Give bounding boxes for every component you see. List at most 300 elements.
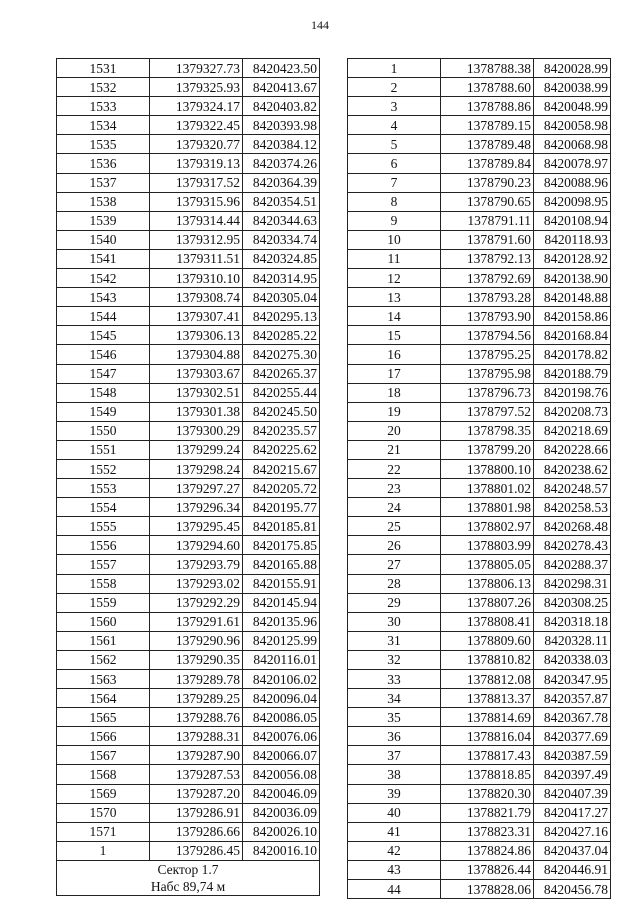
coord-x: 1378796.73 (441, 383, 534, 402)
coord-x: 1379320.77 (150, 135, 243, 154)
table-row (348, 746, 611, 765)
coord-y: 8420168.84 (534, 326, 611, 345)
coord-y: 8420364.39 (243, 173, 320, 192)
point-number: 1542 (57, 269, 150, 288)
coord-y: 8420377.69 (534, 727, 611, 746)
sector-footer-row (57, 860, 320, 895)
point-number: 1555 (57, 517, 150, 536)
point-number: 1534 (57, 116, 150, 135)
point-number: 1546 (57, 345, 150, 364)
table-row (348, 612, 611, 631)
coord-y: 8420108.94 (534, 211, 611, 230)
coord-x: 1379324.17 (150, 97, 243, 116)
table-row (348, 517, 611, 536)
point-number: 25 (348, 517, 441, 536)
coord-x: 1379312.95 (150, 230, 243, 249)
coord-y: 8420248.57 (534, 479, 611, 498)
coord-y: 8420165.88 (243, 555, 320, 574)
coord-y: 8420407.39 (534, 784, 611, 803)
table-row (57, 269, 320, 288)
coord-x: 1379308.74 (150, 288, 243, 307)
coord-y: 8420056.08 (243, 765, 320, 784)
coord-x: 1379287.20 (150, 784, 243, 803)
table-row (57, 97, 320, 116)
coord-x: 1379288.31 (150, 727, 243, 746)
coord-y: 8420318.18 (534, 612, 611, 631)
coord-x: 1378821.79 (441, 803, 534, 822)
coord-y: 8420228.66 (534, 440, 611, 459)
coord-y: 8420295.13 (243, 307, 320, 326)
table-row (57, 536, 320, 555)
coord-y: 8420028.99 (534, 59, 611, 78)
point-number: 1549 (57, 402, 150, 421)
point-number: 23 (348, 479, 441, 498)
coord-x: 1379293.02 (150, 574, 243, 593)
table-row (57, 440, 320, 459)
table-row (57, 803, 320, 822)
coord-x: 1379317.52 (150, 173, 243, 192)
coord-y: 8420314.95 (243, 269, 320, 288)
table-row (57, 211, 320, 230)
point-number: 1 (348, 59, 441, 78)
coord-x: 1378791.11 (441, 211, 534, 230)
coord-y: 8420068.98 (534, 135, 611, 154)
coord-x: 1378805.05 (441, 555, 534, 574)
point-number: 40 (348, 803, 441, 822)
coord-x: 1379327.73 (150, 59, 243, 78)
coord-y: 8420235.57 (243, 421, 320, 440)
point-number: 1 (57, 841, 150, 860)
point-number: 1557 (57, 555, 150, 574)
coord-y: 8420158.86 (534, 307, 611, 326)
coord-x: 1379319.13 (150, 154, 243, 173)
coord-y: 8420397.49 (534, 765, 611, 784)
point-number: 39 (348, 784, 441, 803)
point-number: 35 (348, 708, 441, 727)
point-number: 1553 (57, 479, 150, 498)
coord-y: 8420215.67 (243, 459, 320, 478)
point-number: 32 (348, 650, 441, 669)
coord-y: 8420347.95 (534, 670, 611, 689)
coord-x: 1379288.76 (150, 708, 243, 727)
point-number: 13 (348, 288, 441, 307)
table-row (57, 555, 320, 574)
point-number: 37 (348, 746, 441, 765)
coord-x: 1378810.82 (441, 650, 534, 669)
table-row (57, 173, 320, 192)
coord-x: 1378803.99 (441, 536, 534, 555)
table-row (348, 364, 611, 383)
coord-y: 8420026.10 (243, 822, 320, 841)
table-row (57, 708, 320, 727)
point-number: 43 (348, 860, 441, 879)
coord-y: 8420328.11 (534, 631, 611, 650)
coord-x: 1379303.67 (150, 364, 243, 383)
coord-y: 8420128.92 (534, 249, 611, 268)
coord-x: 1379298.24 (150, 459, 243, 478)
coord-y: 8420387.59 (534, 746, 611, 765)
point-number: 28 (348, 574, 441, 593)
coord-x: 1379295.45 (150, 517, 243, 536)
table-row (57, 727, 320, 746)
coord-y: 8420036.09 (243, 803, 320, 822)
coord-x: 1378820.30 (441, 784, 534, 803)
coord-y: 8420208.73 (534, 402, 611, 421)
table-row (348, 116, 611, 135)
table-row (57, 784, 320, 803)
coord-x: 1378823.31 (441, 822, 534, 841)
coord-x: 1379322.45 (150, 116, 243, 135)
coord-y: 8420078.97 (534, 154, 611, 173)
point-number: 30 (348, 612, 441, 631)
coord-x: 1379304.88 (150, 345, 243, 364)
table-row (57, 822, 320, 841)
coord-y: 8420058.98 (534, 116, 611, 135)
coord-x: 1379299.24 (150, 440, 243, 459)
point-number: 42 (348, 841, 441, 860)
coord-y: 8420423.50 (243, 59, 320, 78)
point-number: 1540 (57, 230, 150, 249)
sector-footer (57, 860, 320, 895)
coord-y: 8420086.05 (243, 708, 320, 727)
coord-y: 8420413.67 (243, 78, 320, 97)
point-number: 38 (348, 765, 441, 784)
point-number: 1548 (57, 383, 150, 402)
coord-y: 8420403.82 (243, 97, 320, 116)
table-row (57, 593, 320, 612)
coord-x: 1378799.20 (441, 440, 534, 459)
coord-x: 1379307.41 (150, 307, 243, 326)
coord-y: 8420298.31 (534, 574, 611, 593)
coord-y: 8420367.78 (534, 708, 611, 727)
table-row (57, 288, 320, 307)
point-number: 1538 (57, 192, 150, 211)
point-number: 44 (348, 880, 441, 899)
coord-y: 8420118.93 (534, 230, 611, 249)
coord-y: 8420225.62 (243, 440, 320, 459)
table-row (57, 116, 320, 135)
coord-y: 8420446.91 (534, 860, 611, 879)
table-row (348, 593, 611, 612)
point-number: 1551 (57, 440, 150, 459)
table-row (348, 708, 611, 727)
coord-x: 1378828.06 (441, 880, 534, 899)
point-number: 14 (348, 307, 441, 326)
point-number: 36 (348, 727, 441, 746)
table-row (348, 555, 611, 574)
coord-x: 1378812.08 (441, 670, 534, 689)
coord-y: 8420205.72 (243, 479, 320, 498)
coord-y: 8420384.12 (243, 135, 320, 154)
coord-y: 8420334.74 (243, 230, 320, 249)
coord-x: 1379286.45 (150, 841, 243, 860)
table-row (348, 784, 611, 803)
coord-x: 1378806.13 (441, 574, 534, 593)
coord-x: 1378794.56 (441, 326, 534, 345)
table-row (57, 383, 320, 402)
table-row (348, 650, 611, 669)
point-number: 10 (348, 230, 441, 249)
coord-x: 1378789.48 (441, 135, 534, 154)
table-row (348, 154, 611, 173)
right-coordinates-table (347, 58, 611, 899)
coord-x: 1379301.38 (150, 402, 243, 421)
point-number: 1559 (57, 593, 150, 612)
point-number: 1571 (57, 822, 150, 841)
coord-y: 8420437.04 (534, 841, 611, 860)
point-number: 6 (348, 154, 441, 173)
point-number: 34 (348, 689, 441, 708)
coord-x: 1379310.10 (150, 269, 243, 288)
coord-x: 1379297.27 (150, 479, 243, 498)
coord-x: 1379287.90 (150, 746, 243, 765)
table-row (57, 307, 320, 326)
coord-y: 8420048.99 (534, 97, 611, 116)
table-row (57, 746, 320, 765)
table-row (348, 230, 611, 249)
point-number: 17 (348, 364, 441, 383)
point-number: 1543 (57, 288, 150, 307)
point-number: 41 (348, 822, 441, 841)
point-number: 1560 (57, 612, 150, 631)
coord-x: 1378798.35 (441, 421, 534, 440)
point-number: 1552 (57, 459, 150, 478)
point-number: 1561 (57, 631, 150, 650)
point-number: 1568 (57, 765, 150, 784)
coord-y: 8420116.01 (243, 650, 320, 669)
table-row (57, 612, 320, 631)
table-row (348, 249, 611, 268)
coord-y: 8420344.63 (243, 211, 320, 230)
coord-x: 1379290.96 (150, 631, 243, 650)
point-number: 19 (348, 402, 441, 421)
table-row (348, 574, 611, 593)
point-number: 27 (348, 555, 441, 574)
coord-y: 8420066.07 (243, 746, 320, 765)
point-number: 1569 (57, 784, 150, 803)
coord-x: 1378801.02 (441, 479, 534, 498)
coord-y: 8420238.62 (534, 459, 611, 478)
coord-y: 8420308.25 (534, 593, 611, 612)
sector-length: Набс 89,74 м (150, 878, 226, 894)
point-number: 24 (348, 498, 441, 517)
point-number: 22 (348, 459, 441, 478)
coord-x: 1378797.52 (441, 402, 534, 421)
coord-y: 8420354.51 (243, 192, 320, 211)
coord-y: 8420145.94 (243, 593, 320, 612)
coord-y: 8420265.37 (243, 364, 320, 383)
coord-y: 8420427.16 (534, 822, 611, 841)
table-row (348, 269, 611, 288)
table-row (348, 383, 611, 402)
page-number: 144 (311, 18, 329, 32)
table-row (348, 211, 611, 230)
coord-x: 1379292.29 (150, 593, 243, 612)
table-row (348, 345, 611, 364)
table-row (57, 841, 320, 860)
coord-x: 1378826.44 (441, 860, 534, 879)
coord-x: 1379289.25 (150, 689, 243, 708)
point-number: 1536 (57, 154, 150, 173)
coord-x: 1378808.41 (441, 612, 534, 631)
coord-x: 1378807.26 (441, 593, 534, 612)
table-row (57, 421, 320, 440)
table-row (57, 154, 320, 173)
coord-x: 1378801.98 (441, 498, 534, 517)
coord-x: 1379325.93 (150, 78, 243, 97)
point-number: 1562 (57, 650, 150, 669)
table-row (348, 307, 611, 326)
table-row (57, 364, 320, 383)
coord-y: 8420255.44 (243, 383, 320, 402)
coord-y: 8420076.06 (243, 727, 320, 746)
table-row (348, 822, 611, 841)
table-row (348, 841, 611, 860)
coord-x: 1379291.61 (150, 612, 243, 631)
coord-x: 1379315.96 (150, 192, 243, 211)
coord-y: 8420038.99 (534, 78, 611, 97)
point-number: 1535 (57, 135, 150, 154)
coord-y: 8420175.85 (243, 536, 320, 555)
coord-x: 1378824.86 (441, 841, 534, 860)
table-row (57, 402, 320, 421)
coord-y: 8420188.79 (534, 364, 611, 383)
coord-x: 1378802.97 (441, 517, 534, 536)
point-number: 1541 (57, 249, 150, 268)
coord-y: 8420285.22 (243, 326, 320, 345)
sector-label: Сектор 1.7 (157, 861, 219, 877)
table-row (57, 459, 320, 478)
coord-y: 8420324.85 (243, 249, 320, 268)
coord-y: 8420305.04 (243, 288, 320, 307)
table-row (57, 631, 320, 650)
table-row (348, 326, 611, 345)
table-row (348, 459, 611, 478)
point-number: 18 (348, 383, 441, 402)
coord-y: 8420456.78 (534, 880, 611, 899)
point-number: 1544 (57, 307, 150, 326)
coord-y: 8420357.87 (534, 689, 611, 708)
table-row (348, 689, 611, 708)
table-row (348, 765, 611, 784)
point-number: 9 (348, 211, 441, 230)
point-number: 1558 (57, 574, 150, 593)
coord-x: 1378793.90 (441, 307, 534, 326)
coord-y: 8420338.03 (534, 650, 611, 669)
point-number: 5 (348, 135, 441, 154)
table-row (348, 402, 611, 421)
point-number: 1531 (57, 59, 150, 78)
point-number: 29 (348, 593, 441, 612)
table-row (348, 288, 611, 307)
point-number: 1556 (57, 536, 150, 555)
coord-x: 1378793.28 (441, 288, 534, 307)
coord-x: 1378790.65 (441, 192, 534, 211)
coord-y: 8420195.77 (243, 498, 320, 517)
table-row (348, 135, 611, 154)
point-number: 33 (348, 670, 441, 689)
coord-x: 1378788.86 (441, 97, 534, 116)
table-row (348, 670, 611, 689)
coord-y: 8420088.96 (534, 173, 611, 192)
table-row (348, 803, 611, 822)
point-number: 26 (348, 536, 441, 555)
table-row (348, 860, 611, 879)
coord-x: 1379302.51 (150, 383, 243, 402)
table-row (57, 479, 320, 498)
coord-y: 8420125.99 (243, 631, 320, 650)
coord-y: 8420135.96 (243, 612, 320, 631)
table-row (348, 421, 611, 440)
table-row (57, 249, 320, 268)
point-number: 1566 (57, 727, 150, 746)
table-row (57, 78, 320, 97)
coord-x: 1379306.13 (150, 326, 243, 345)
point-number: 1550 (57, 421, 150, 440)
table-row (57, 650, 320, 669)
point-number: 1554 (57, 498, 150, 517)
point-number: 1547 (57, 364, 150, 383)
coord-y: 8420178.82 (534, 345, 611, 364)
coord-y: 8420417.27 (534, 803, 611, 822)
coord-y: 8420245.50 (243, 402, 320, 421)
table-row (348, 880, 611, 899)
coord-x: 1379314.44 (150, 211, 243, 230)
point-number: 20 (348, 421, 441, 440)
point-number: 7 (348, 173, 441, 192)
coord-y: 8420106.02 (243, 670, 320, 689)
coord-x: 1379287.53 (150, 765, 243, 784)
point-number: 1570 (57, 803, 150, 822)
table-row (57, 345, 320, 364)
point-number: 1564 (57, 689, 150, 708)
coord-y: 8420198.76 (534, 383, 611, 402)
table-row (57, 498, 320, 517)
point-number: 1563 (57, 670, 150, 689)
point-number: 1533 (57, 97, 150, 116)
point-number: 1539 (57, 211, 150, 230)
coord-x: 1378795.25 (441, 345, 534, 364)
point-number: 1567 (57, 746, 150, 765)
coord-x: 1378816.04 (441, 727, 534, 746)
table-row (57, 765, 320, 784)
point-number: 8 (348, 192, 441, 211)
coord-y: 8420374.26 (243, 154, 320, 173)
coord-y: 8420268.48 (534, 517, 611, 536)
table-row (348, 479, 611, 498)
coord-x: 1378789.84 (441, 154, 534, 173)
table-row (57, 574, 320, 593)
point-number: 11 (348, 249, 441, 268)
table-row (57, 670, 320, 689)
coord-y: 8420218.69 (534, 421, 611, 440)
coord-x: 1379293.79 (150, 555, 243, 574)
coord-y: 8420185.81 (243, 517, 320, 536)
point-number: 12 (348, 269, 441, 288)
table-row (348, 440, 611, 459)
point-number: 1565 (57, 708, 150, 727)
point-number: 31 (348, 631, 441, 650)
table-row (348, 498, 611, 517)
coord-x: 1379286.66 (150, 822, 243, 841)
coord-y: 8420098.95 (534, 192, 611, 211)
coord-y: 8420148.88 (534, 288, 611, 307)
table-row (348, 727, 611, 746)
coord-y: 8420288.37 (534, 555, 611, 574)
coord-x: 1379286.91 (150, 803, 243, 822)
point-number: 16 (348, 345, 441, 364)
coord-y: 8420393.98 (243, 116, 320, 135)
